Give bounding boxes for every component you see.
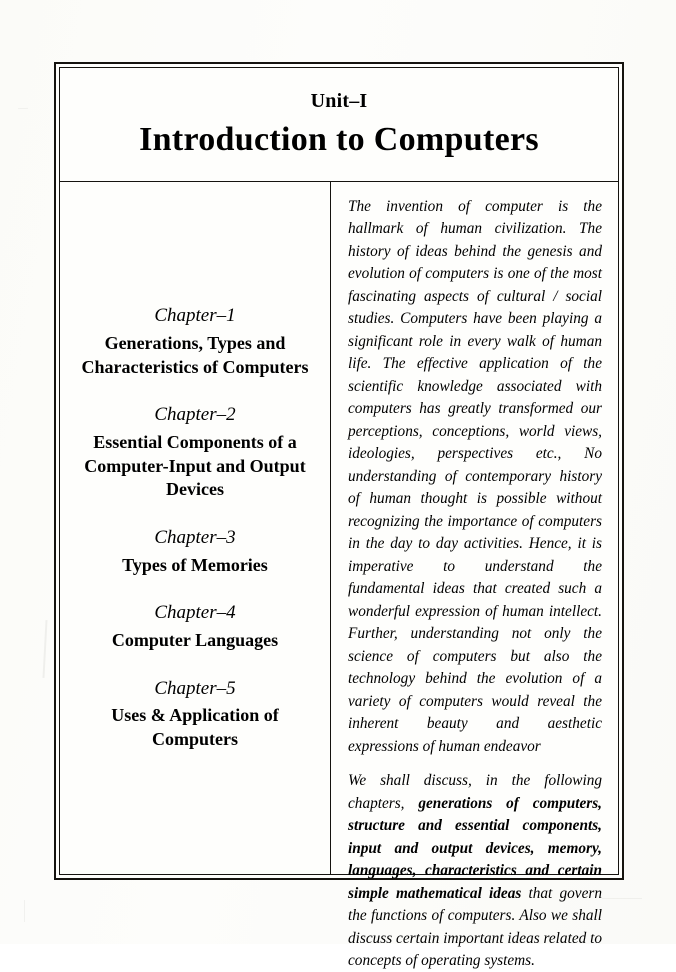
paragraph-2-bold: generations of computers, structure and essential components, input and output devices, memory, languages, characteristics and certain simple mathematical ideas	[348, 794, 602, 902]
chapter-title: Uses & Application of Computers	[111, 705, 279, 749]
chapter-title: Generations, Types and Characteristics of Computers	[81, 332, 309, 377]
page-border-frame	[54, 62, 624, 969]
chapter-number: Chapter–5	[154, 677, 236, 699]
intro-text-column	[331, 182, 618, 969]
chapter-number: Chapter–1	[154, 305, 236, 327]
paragraph-2-lead: We shall discuss, in the following chapters,	[348, 772, 602, 812]
list-item	[74, 599, 316, 652]
page-body	[60, 182, 618, 969]
list-item	[74, 302, 316, 379]
list-item	[74, 401, 316, 502]
chapter-number: Chapter–4	[154, 602, 236, 624]
chapter-number: Chapter–2	[154, 404, 236, 426]
chapter-title: Computer Languages	[111, 629, 279, 650]
intro-paragraph-2	[348, 770, 602, 972]
scan-artifact	[24, 900, 25, 922]
chapter-title: Essential Components of a Computer-Input and Output Devices	[84, 431, 306, 500]
page-title: Introduction to Computers	[139, 121, 539, 158]
unit-header	[60, 68, 618, 182]
chapter-number: Chapter–3	[154, 527, 236, 549]
scan-artifact	[602, 898, 642, 899]
list-item	[74, 675, 316, 752]
unit-label: Unit–I	[310, 90, 368, 112]
paragraph-2-tail: that govern the functions of computers. Also we shall discuss certain important ideas related to concepts of operating systems.	[348, 884, 602, 969]
list-item	[74, 524, 316, 577]
chapter-list	[60, 182, 331, 874]
chapter-title: Types of Memories	[122, 554, 268, 575]
intro-paragraph-1: The invention of computer is the hallmark of human civilization. The history of ideas behind the genesis and evolution of computers is one of the most fascinating aspects of cultural / social studies. Computers have been playing a significant role in every walk of human life. The effective application of the scientific knowledge associated with computers has greatly transformed our perceptions, conceptions, world views, ideologies, perspectives etc., No understanding of contemporary history of human thought is possible without recognizing the importance of computers in the day to day activities. Hence, it is imperative to understand the fundamental ideas that created such a wonderful expression of human intellect. Further, understanding not only the science of computers but also the technology behind the evolution of a variety of computers would reveal the inherent beauty and aesthetic expressions of human endeavor	[348, 198, 602, 755]
